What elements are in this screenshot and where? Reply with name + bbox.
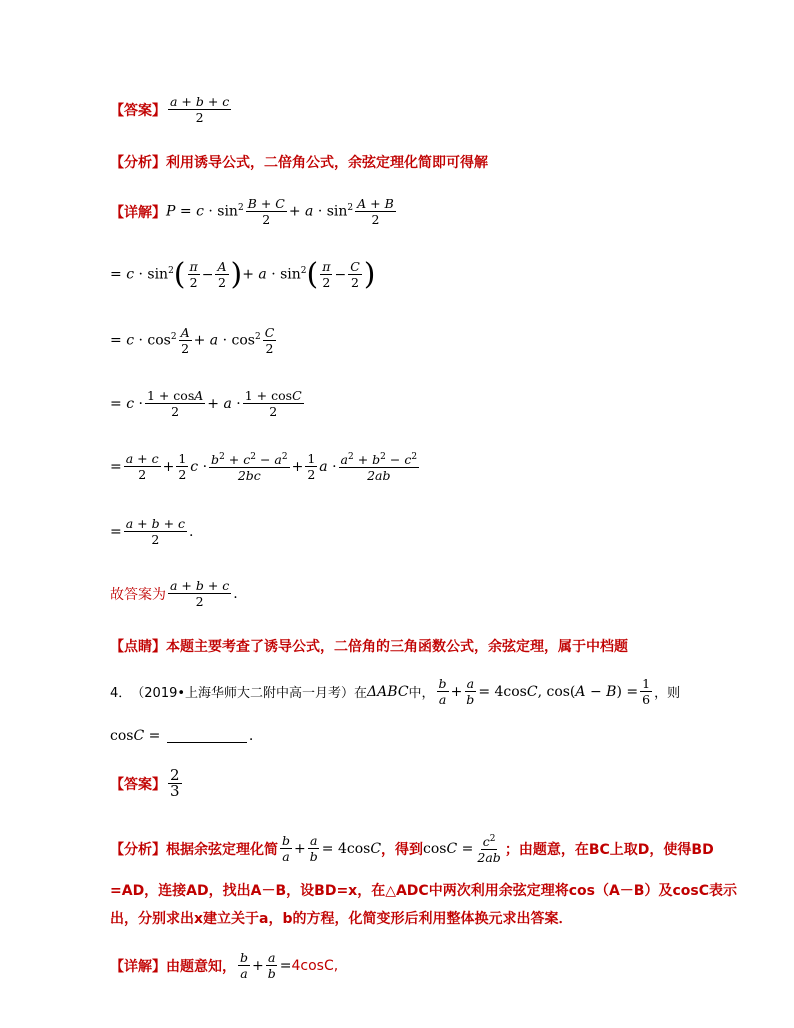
analysis-text: 利用诱导公式，二倍角公式，余弦定理化简即可得解: [166, 155, 488, 171]
analysis-tag: 【分析】: [110, 155, 166, 171]
answer-blank[interactable]: [167, 730, 247, 743]
analysis-tag: 【分析】: [110, 841, 166, 858]
problem-triangle: ΔABC: [367, 683, 409, 700]
problem-source: （2019•上海华师大二附中高一月考）在: [131, 686, 368, 701]
analysis-line-2c: 出，分别求出x建立关于a，b的方程，化简变形后利用整体换元求出答案．: [110, 911, 573, 927]
formula-step-1: = $c \cdot \sin^2$ ( $\frac{\pi}{2}$ − $\frac{A}{2}$ ) + $a \cdot \sin^2$ ( $\frac{\pi}{2}$ − $\frac{C}{2}$ ): [110, 256, 376, 292]
analysis-line-1: [110, 152, 488, 172]
answer-line-1: [110, 94, 233, 125]
formula-p: $P = c \cdot \sin^2$: [166, 203, 244, 220]
detail-line-2: 【详解】 由题意知， $\frac{b}{a}$ + $\frac{a}{b}$ = 4cosC,: [110, 950, 339, 981]
detail-tag: 【详解】: [110, 958, 166, 975]
answer-line-2: [110, 768, 184, 799]
detail-tag: 【详解】: [110, 204, 166, 221]
problem-4: 4． （2019•上海华师大二附中高一月考）在 ΔABC 中， $\frac{b}{a}$ + $\frac{a}{b}$ = 4cosC, cos(A − B) = $\frac{1}{6}$ ，则: [110, 676, 681, 707]
problem-number: 4．: [110, 686, 132, 701]
remark-line-1: [110, 636, 628, 656]
answer-tag: 【答案】: [110, 776, 166, 793]
formula-step-5: = $\frac{a + b + c}{2}$ .: [110, 516, 194, 547]
analysis-line-2b: =AD，连接AD，找出A－B，设BD=x，在△ADC中两次利用余弦定理将cos（A－B）及cosC表示: [110, 883, 737, 899]
formula-step-2: = $c \cdot \cos^2$ $\frac{A}{2}$ + $a \cdot \cos^2$ $\frac{C}{2}$: [110, 325, 275, 356]
answer-tag: 【答案】: [110, 102, 166, 119]
conclusion-line-1: 故答案为 $\frac{a + b + c}{2}$ .: [110, 578, 238, 609]
problem-4-blank-line: cos C = .: [110, 728, 254, 744]
detail-line-1: 【详解】 $P = c \cdot \sin^2$ $\frac{B + C}{2}$ + $a \cdot \sin^2$ $\frac{A + B}{2}$: [110, 196, 394, 227]
analysis-line-2: 【分析】 根据余弦定理化简 $\frac{b}{a}$ + $\frac{a}{b}$ = 4cosC ，得到 cosC = $\frac{c^2}{2ab}$ ；由题意，在BC上取D，使得BD: [110, 833, 714, 866]
remark-tag: 【点睛】: [110, 639, 166, 655]
answer-fraction: $\frac{2}{3}$: [170, 766, 180, 800]
conclusion-text: 故答案为: [110, 586, 166, 603]
formula-step-3: = c · $\frac{1 + \cos A}{2}$ + a · $\frac{1 + \cos C}{2}$: [110, 388, 302, 419]
answer-fraction: $\frac{a + b + c}{2}$: [170, 94, 230, 125]
formula-step-4: = $\frac{a + c}{2}$ + $\frac{1}{2}$ c · $\frac{b^2 + c^2 - a^2}{2bc}$ + $\frac{1}{2}$ a · $\frac{a^2 + b^2 - c^2}{2ab}$: [110, 451, 418, 484]
remark-text: 本题主要考查了诱导公式，二倍角的三角函数公式，余弦定理，属于中档题: [166, 639, 628, 655]
